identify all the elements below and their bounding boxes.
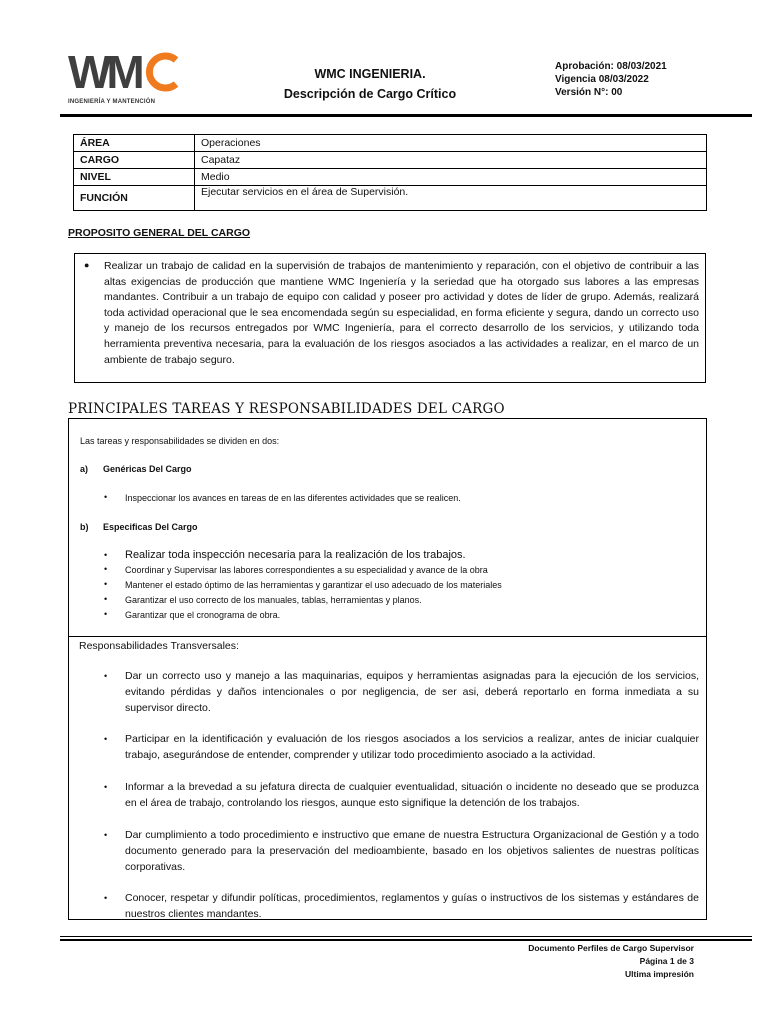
logo-subtitle: INGENIERÍA Y MANTENCIÓN [68, 99, 156, 105]
transversal-title: Responsabilidades Transversales: [79, 640, 239, 652]
generic-section-letter: a) [80, 464, 89, 474]
list-item: Conocer, respetar y difundir políticas, procedimientos, reglamentos y guías o instructivos de los sistemas y estándares de nuestros clientes mandantes. [125, 892, 699, 920]
row-key: CARGO [74, 152, 195, 169]
bullet-icon: • [104, 579, 108, 589]
footer-divider [60, 936, 752, 937]
bullet-icon: • [104, 734, 108, 744]
list-item: Informar a la brevedad a su jefatura directa de cualquier eventualidad, situación o incidente no deseado que se produzca en el área de trabajo, controlando los riesgos, aunque esto signifique la detención de los trabajos. [125, 781, 699, 809]
table-row [74, 135, 707, 152]
tasks-box [68, 418, 707, 920]
validity-date: Vigencia 08/03/2022 [555, 74, 649, 85]
generic-section-label: Genéricas Del Cargo [103, 464, 192, 474]
document-title: WMC INGENIERIA. [314, 67, 426, 81]
position-info-table [73, 134, 707, 211]
row-value: Ejecutar servicios en el área de Supervisión. [195, 186, 707, 211]
list-item: Inspeccionar los avances en tareas de en las diferentes actividades que se realicen. [125, 493, 461, 503]
specific-section-letter: b) [80, 522, 89, 532]
list-item: Dar un correcto uso y manejo a las maquinarias, equipos y herramientas asignadas para la ejecución de los servicios, evitando pérdidas y daños intencionales o por negligencia, de ser asi, deberá reportarlo en forma inmediata a su supervisor directo. [125, 670, 699, 714]
row-value: Capataz [195, 152, 707, 169]
row-value: Operaciones [195, 135, 707, 152]
table-row [74, 169, 707, 186]
document-title-block [255, 64, 485, 104]
company-logo [68, 52, 183, 108]
bullet-icon: • [104, 564, 108, 574]
list-item: Coordinar y Supervisar las labores correspondientes a su especialidad y avance de la obra [125, 565, 488, 575]
bullet-icon: • [104, 609, 108, 619]
header-divider [60, 114, 752, 117]
row-key: NIVEL [74, 169, 195, 186]
document-subtitle: Descripción de Cargo Crítico [283, 87, 457, 101]
approval-date: Aprobación: 08/03/2021 [555, 61, 667, 72]
list-item: Participar en la identificación y evaluación de los riesgos asociados a los servicios a realizar, antes de iniciar cualquier trabajo, asegurándose de entender, comprender y utilizar todo procedimiento asociado a la actividad. [125, 733, 699, 761]
last-print: Ultima impresión [625, 969, 694, 979]
bullet-icon: • [104, 550, 108, 560]
table-row [74, 186, 707, 211]
list-item: Realizar toda inspección necesaria para la realización de los trabajos. [125, 549, 466, 561]
page-footer [528, 942, 694, 981]
bullet-icon: • [104, 782, 108, 792]
list-item: Garantizar el uso correcto de los manuales, tablas, herramientas y planos. [125, 595, 422, 605]
version-number: Versión N°: 00 [555, 87, 623, 98]
row-key: FUNCIÓN [74, 186, 195, 211]
purpose-box [74, 253, 706, 383]
bullet-icon: • [104, 671, 108, 681]
list-item: Dar cumplimiento a todo procedimiento e instructivo que emane de nuestra Estructura Organizacional de Gestión y a todo documento generado para la preservación del medioambiente, basado en los objetivos salientes de nuestras políticas corporativas. [125, 829, 699, 873]
row-key: ÁREA [74, 135, 195, 152]
bullet-icon: • [104, 893, 108, 903]
bullet-icon: • [104, 594, 108, 604]
bullet-icon: ● [84, 260, 90, 270]
purpose-heading: PROPOSITO GENERAL DEL CARGO [68, 227, 251, 239]
bullet-icon: • [104, 492, 108, 502]
table-row [74, 152, 707, 169]
tasks-intro: Las tareas y responsabilidades se dividen en dos: [80, 436, 280, 446]
document-meta [555, 60, 667, 99]
bullet-icon: • [104, 830, 108, 840]
list-item: Garantizar que el cronograma de obra. [125, 610, 281, 620]
specific-section-label: Especificas Del Cargo [103, 522, 198, 532]
section-divider [69, 636, 706, 637]
wmc-logo-graphic [68, 52, 183, 92]
footer-divider [60, 939, 752, 941]
row-value: Medio [195, 169, 707, 186]
svg-text:WM: WM [68, 52, 140, 92]
footer-document-name: Documento Perfiles de Cargo Supervisor [528, 943, 694, 953]
list-item: Mantener el estado óptimo de las herramientas y garantizar el uso adecuado de los materiales [125, 580, 502, 590]
page-number: Página 1 de 3 [639, 956, 694, 966]
tasks-heading: PRINCIPALES TAREAS Y RESPONSABILIDADES DEL CARGO [68, 401, 505, 417]
purpose-text: Realizar un trabajo de calidad en la supervisión de trabajos de mantenimiento y reparación, con el objetivo de contribuir a las altas exigencias de producción que mantiene WMC Ingeniería y la seriedad que ha otorgado sus labores a las empresas mandantes. Contribuir a un trabajo de equipo con calidad y poseer pro actividad y dotes de líder de grupo. Además, realizará toda actividad operacional que le sea encomendada según su especialidad, en forma eficiente y segura, dando un correcto uso y manejo de los recursos entregados por WMC Ingeniería, para el correcto desarrollo de los servicios, y utilizando toda herramienta preventiva necesaria, para la evaluación de los riesgos asociados a las actividades a realizar, en el marco de un ambiente de trabajo seguro. [104, 260, 699, 366]
